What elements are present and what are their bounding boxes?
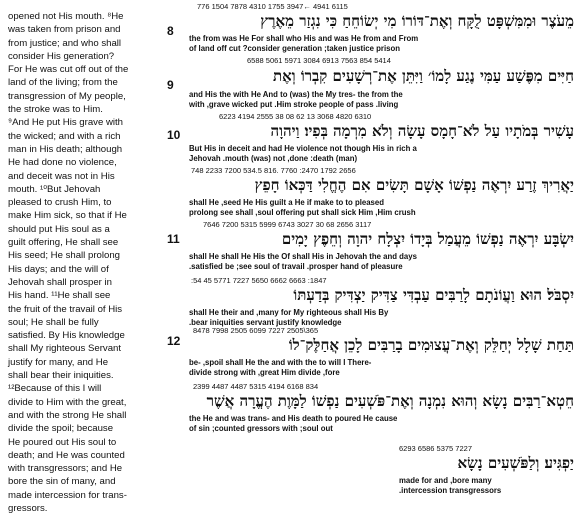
gloss-lines <box>189 34 574 53</box>
english-line: mouth. ¹⁰But Jehovah <box>8 183 101 195</box>
english-line: justify for many, and He <box>8 356 109 368</box>
english-line: should put His soul as a <box>8 223 110 235</box>
hebrew-line: חֵטְא־רַבִּים נָשָׂא וְהוּא נִמְנָה וְאֶת־פֹּשְׁעִים נַפְשׁוֹ לַמָּוֶת הֶעֱרָה אֲשֶׁר <box>206 392 574 410</box>
english-line: He poured out His soul to <box>8 436 117 448</box>
english-line: guilt offering, He shall see <box>8 237 119 249</box>
gloss-lines <box>189 198 574 217</box>
gloss-lines <box>189 90 574 109</box>
verse-number: 10 <box>167 128 181 142</box>
english-line: bore the sin of many, and <box>8 476 116 488</box>
english-line: from justice; and who shall <box>8 37 122 49</box>
strongs-numbers: 2399 4487 4487 5315 4194 6168 834 <box>193 382 319 391</box>
hebrew-line: יִסְבֹּל׃ הוּא וַעֲוֹנֹתָם לָרַבִּים עַבְדִּי צַדִּיק יַצְדִּיק בְּדַעְתּוֹ <box>293 286 574 304</box>
verse-number: 12 <box>167 334 181 348</box>
gloss-lines <box>399 476 574 495</box>
gloss-lines <box>189 308 574 327</box>
gloss-line: the He and was trans- and His death to poured He cause <box>189 414 398 423</box>
english-line: the wicked; and with a rich <box>8 130 121 142</box>
english-line: For He was cut off out of the <box>8 64 129 76</box>
gloss-line: .bear iniquities servant justify knowledge <box>189 317 342 327</box>
english-line: ⁹And He put His grave with <box>8 117 124 129</box>
gloss-line: prolong see shall ,soul offering put shall sick Him ,Him crush <box>189 207 416 217</box>
english-line: man in His death; although <box>8 143 123 155</box>
english-line: pleased to crush Him, to <box>8 197 112 209</box>
english-line: gressors. <box>8 502 48 514</box>
english-line: the fruit of the travail of His <box>8 303 123 315</box>
strongs-numbers: 748 2233 7200 534.5 816. 7760 :2470 1792 2656 <box>191 166 356 175</box>
hebrew-line: תַּחַת שָׁלָל יְחַלֵּק וְאֶת־עֲצוּמִים בָרַבִּים לָכֵן אֲחַלֶּק־לוֹ <box>288 336 574 354</box>
english-line: transgression of My people, <box>8 90 126 102</box>
english-line: Jehovah shall prosper in <box>8 276 112 288</box>
english-line: soul; He shall be fully <box>8 316 99 328</box>
gloss-line: shall He ,seed He His guilt a He if make to to pleased <box>189 198 384 207</box>
gloss-line: .intercession transgressors <box>399 485 502 495</box>
strongs-numbers: 7646 7200 5315 5999 6743 3027 30 68 2656 3117 <box>203 220 372 229</box>
verse-number: 9 <box>167 78 174 92</box>
english-line: shall My righteous Servant <box>8 343 122 355</box>
gloss-lines <box>189 414 574 433</box>
english-line: made intercession for trans- <box>8 489 127 501</box>
english-line: divide the spoil; because <box>8 423 114 435</box>
english-line: and with the strong He shall <box>8 409 127 421</box>
hebrew-line: יַאֲרִיךְ זֶרַע יִרְאֶה נַפְשׁוֹ אָשָׁם תָּשִׂים אִם הֶחֱלִי דַּכְּאוֹ חָפֵץ <box>254 176 574 194</box>
gloss-line: .satisfied be ;see soul of travail .prosper hand of pleasure <box>189 261 403 271</box>
gloss-line: shall He their and ,many for My righteous shall His By <box>189 308 389 317</box>
english-translation-column <box>8 10 152 515</box>
strongs-numbers: 6588 5061 5971 3084 6913 7563 854 5414 <box>247 56 391 65</box>
gloss-line: with ,grave wicked put .Him stroke people of pass .living <box>189 99 399 109</box>
english-line: ¹²Because of this I will <box>8 383 102 395</box>
strongs-numbers: 776 1504 7878 4310 1755 3947← 4941 6115 <box>197 2 348 11</box>
strongs-numbers: 6293 6586 5375 7227 <box>399 444 472 453</box>
english-line: land of the living; from the <box>8 77 118 89</box>
gloss-lines <box>189 144 574 163</box>
gloss-line: be- ,spoil shall He the and with the to will I There- <box>189 358 372 367</box>
english-line: with transgressors; and He <box>8 463 123 475</box>
hebrew-line: יִשְׂבָּע יִרְאֶה נַפְשׁוֹ מֵעֲמַל בְּיָדוֹ יִצְלָח יהוָה וְחֵפֶץ יָמִים <box>281 230 574 248</box>
english-line: was taken from prison and <box>8 24 121 36</box>
gloss-line: shall He shall He His the Of shall His in Jehovah the and days <box>189 252 417 261</box>
strongs-numbers: 6223 4194 2555 38 08 62 13 3068 4820 6310 <box>219 112 372 121</box>
interlinear-column <box>155 0 576 519</box>
english-line: opened not His mouth. ⁸He <box>8 11 124 22</box>
gloss-line: of sin ;counted gressors with ;soul out <box>189 423 333 433</box>
english-line: satisfied. By His knowledge <box>8 330 125 342</box>
hebrew-line: עָשִׁיר בְּמֹתָיו עַל לֹא־חָמָס עָשָׂה וְלֹא מִרְמָה בְּפִיו׃ וַיהוָה <box>270 122 574 140</box>
hebrew-line: חַיִּים מִפֶּשַׁע עַמִּי נֶגַע לָמוֹ׳ וַיִּתֵּן אֶת־רְשָׁעִים קִבְרוֹ וְאֶת <box>273 67 574 85</box>
english-line: consider His generation? <box>8 50 115 62</box>
gloss-line: Jehovah .mouth (was) not ,done :death (man) <box>189 153 358 163</box>
english-line: His seed; He shall prolong <box>8 250 120 262</box>
verse-number: 11 <box>167 232 180 246</box>
gloss-lines <box>189 358 574 377</box>
gloss-line: of land off cut ?consider generation ;taken justice prison <box>189 43 400 53</box>
gloss-line: and His the with He And to (was) the My tres- the from the <box>189 90 403 99</box>
gloss-line: the from was He For shall who His and was He from and From <box>189 34 419 43</box>
gloss-lines <box>189 252 574 271</box>
verse-number: 8 <box>167 24 174 38</box>
english-line: shall bear their iniquities. <box>8 370 114 382</box>
gloss-line: made for and ,bore many <box>399 476 492 485</box>
gloss-line: divide strong with ,great Him divide ,fore <box>189 367 340 377</box>
english-line: His hand. ¹¹He shall see <box>8 290 111 302</box>
hebrew-line: יַפְגִּיע׃ וְלַפֹּשְׁעִים נָשָׂא <box>457 454 574 472</box>
strongs-numbers: 8478 7998 2505 6099 7227 2505\365 <box>193 326 319 335</box>
strongs-numbers: :54 45 5771 7227 5650 6662 6663 :1847 <box>191 276 327 285</box>
english-line: and deceit was not in His <box>8 170 115 182</box>
english-line: divide to Him with the great, <box>8 396 127 408</box>
gloss-line: But His in deceit and had He violence not though His in rich a <box>189 144 417 153</box>
hebrew-line: מֵעֹצֶר וּמִמִּשְׁפָּט לֻקָּח וְאֶת־דּוֹרוֹ מִי יְשׂוֹחֵחַ כִּי נִגְזַר מֵאֶרֶץ <box>260 12 574 30</box>
english-line: make Him sick, so that if He <box>8 210 127 222</box>
english-line: death; and He was counted <box>8 449 125 461</box>
english-line: His days; and the will of <box>8 263 109 275</box>
english-line: He had done no violence, <box>8 157 117 169</box>
english-line: the stroke was to Him. <box>8 104 103 116</box>
